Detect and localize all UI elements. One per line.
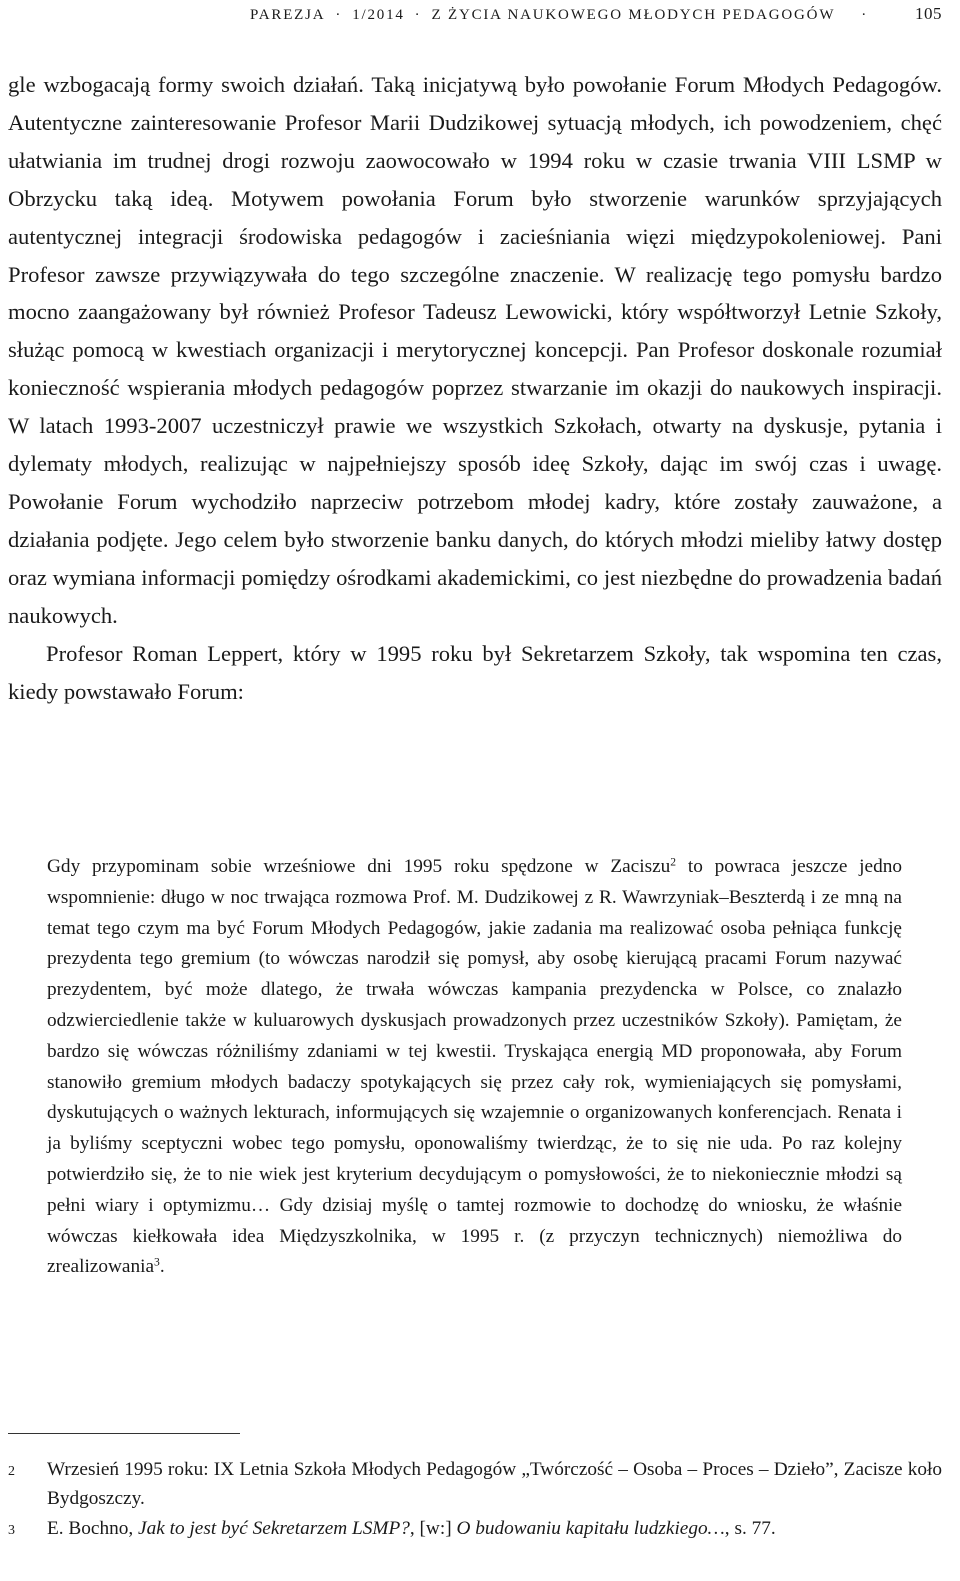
block-quote bbox=[47, 852, 902, 1283]
footnote-ref[interactable]: 3 bbox=[154, 1256, 160, 1269]
main-text bbox=[8, 66, 942, 710]
footnotes bbox=[8, 1456, 942, 1548]
header-separator: · bbox=[861, 7, 869, 23]
issue-number: 1/2014 bbox=[352, 7, 405, 23]
footnote-number: 2 bbox=[8, 1464, 15, 1479]
running-header bbox=[250, 4, 942, 28]
footnote-text: E. Bochno, Jak to jest być Sekretarzem LSMP?, [w:] O budowaniu kapitału ludzkiego…, s. 77. bbox=[47, 1518, 776, 1539]
journal-name: PAREZJA bbox=[250, 7, 326, 23]
footnote-text: Wrzesień 1995 roku: IX Letnia Szkoła Młodych Pedagogów „Twórczość – Osoba – Proces – Dzieło”, Zacisze koło Bydgoszczy. bbox=[47, 1459, 942, 1509]
paragraph: gle wzbogacają formy swoich działań. Taką inicjatywą było powołanie Forum Młodych Pedagogów. Autentyczne zainteresowanie Profesor Marii Dudzikowej sytuacją młodych, ich powodzeniem, chęć ułatwiania im trudnej drogi rozwoju zaowocowało w 1994 roku w czasie trwania VIII LSMP w Obrzycku taką ideą. Motywem powołania Forum było stworzenie warunków sprzyjających autentycznej integracji środowiska pedagogów i zacieśniania więzi międzypokoleniowej. Pani Profesor zawsze przywiązywała do tego szczególne znaczenie. W realizację tego pomysłu bardzo mocno zaangażowany był również Profesor Tadeusz Lewowicki, który współtworzył Letnie Szkoły, służąc pomocą w kwestiach organizacji i merytorycznej koncepcji. Pan Profesor doskonale rozumiał konieczność wspierania młodych pedagogów poprzez stwarzanie im okazji do naukowych inspiracji. W latach 1993-2007 uczestniczył prawie we wszystkich Szkołach, otwarty na dyskusje, pytania i dylematy młodych, realizując w najpełniejszy sposób ideę Szkoły, dając im swój czas i uwagę. Powołanie Forum wychodziło naprzeciw potrzebom młodej kadry, które zostały zauważone, a działania podjęte. Jego celem było stworzenie banku danych, do których młodzi mieliby łatwy dostęp oraz wymiana informacji pomiędzy ośrodkami akademickimi, co jest niezbędne do prowadzenia badań naukowych. bbox=[8, 72, 942, 628]
footnote-ref[interactable]: 2 bbox=[670, 855, 677, 869]
paragraph: Profesor Roman Leppert, który w 1995 roku był Sekretarzem Szkoły, tak wspomina ten czas, kiedy powstawało Forum: bbox=[8, 640, 942, 704]
page-number: 105 bbox=[915, 4, 942, 23]
cited-title: Jak to jest być Sekretarzem LSMP? bbox=[138, 1518, 410, 1539]
footnote bbox=[8, 1456, 942, 1513]
quote-text: Gdy przypominam sobie wrześniowe dni 1995 roku spędzone w Zaciszu$^2$ to powraca jeszcze jedno wspomnienie: długo w noc trwająca rozmowa Prof. M. Dudzikowej z R. Wawrzyniak–Beszterdą i ze mną na temat tego czym ma być Forum Młodych Pedagogów, jakie zadania ma realizować osoba pełniąca funkcję prezydenta tego gremium (to wówczas narodził się pomysł, aby osobę kierującą pracami Forum nazywać prezydentem, być może dlatego, że trwała wówczas kampania prezydencka w Polsce, co znalazło odzwierciedlenie także w kuluarowych dyskusjach prowadzonych przez uczestników Szkoły). Pamiętam, że bardzo się wówczas różniliśmy zdaniami w tej kwestii. Tryskająca energią MD proponowała, aby Forum stanowiło gremium młodych badaczy spotykających się przez cały rok, wymieniających się pomysłami, dyskutujących o ważnych lekturach, informujących się wzajemnie o organizowanych konferencjach. Renata i ja byliśmy sceptyczni wobec tego pomysłu, oponowaliśmy twierdząc, że to się nie uda. Po raz kolejny potwierdziło się, że to nie wiek jest kryterium decydującym o pomysłowości, że to niekoniecznie młodzi są pełni wiary i optymizmu… Gdy dzisiaj myślę o tamtej rozmowie to dochodzę do wniosku, że właśnie wówczas kiełkowała idea Międzyszkolnika, w 1995 r. (z przyczyn technicznych) niemożliwa do zrealizowania$^3$. bbox=[47, 855, 902, 1278]
cited-book: O budowaniu kapitału ludzkiego… bbox=[456, 1518, 725, 1539]
header-separator: · bbox=[335, 7, 343, 23]
footnote-divider bbox=[8, 1433, 240, 1434]
section-title: Z ŻYCIA NAUKOWEGO MŁODYCH PEDAGOGÓW bbox=[431, 7, 836, 23]
footnote-number: 3 bbox=[8, 1523, 15, 1538]
header-separator: · bbox=[414, 7, 422, 23]
footnote bbox=[8, 1515, 942, 1546]
